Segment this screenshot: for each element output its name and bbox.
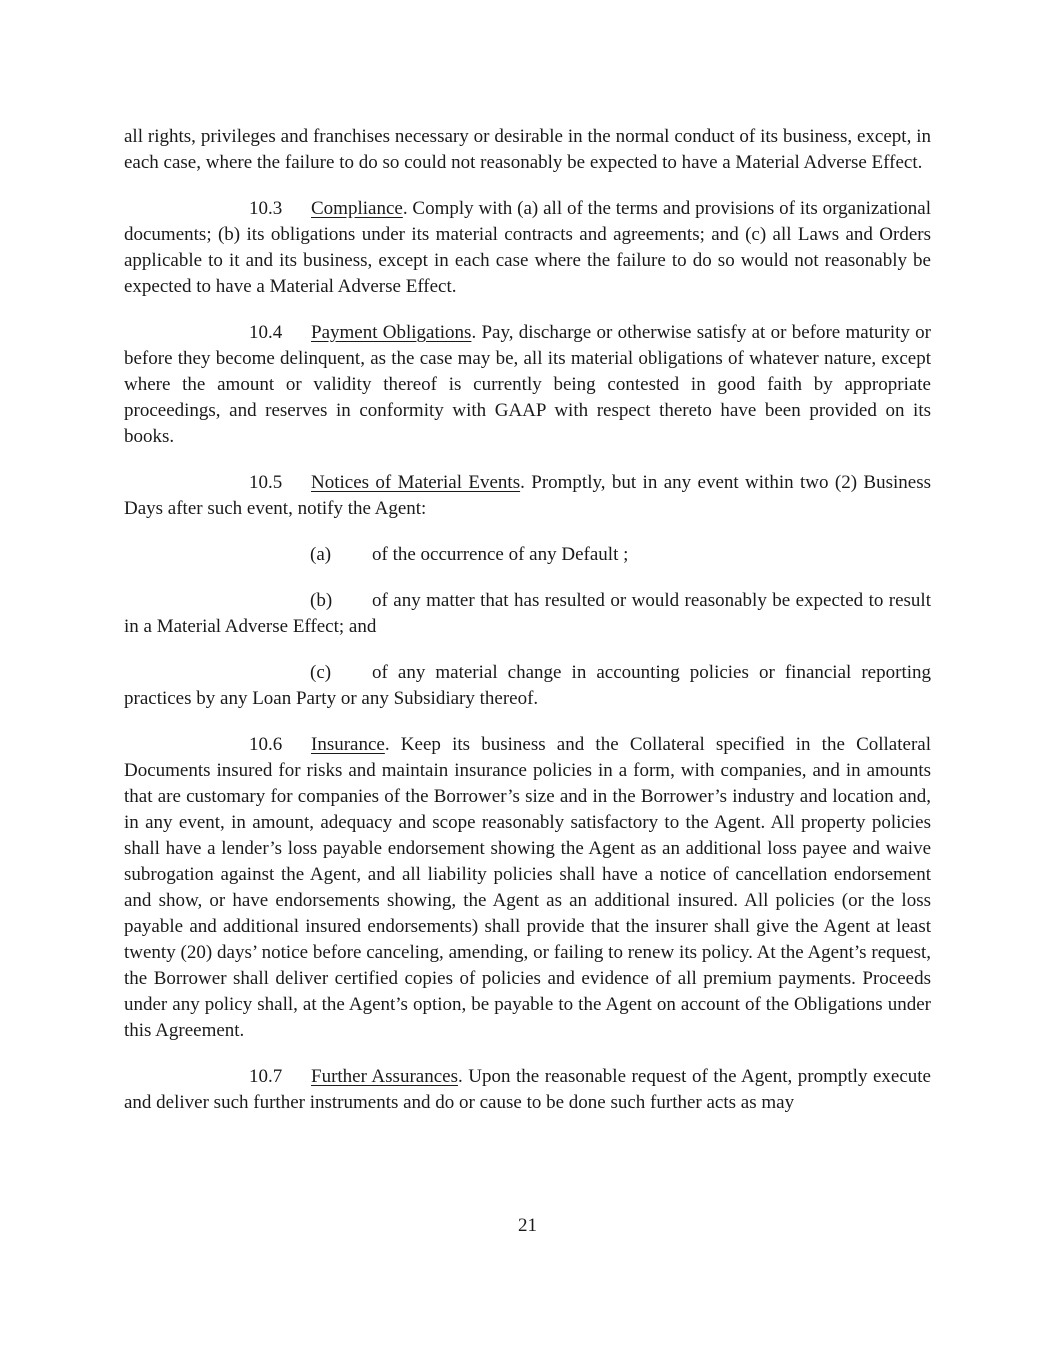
section-10-3 (124, 196, 931, 300)
section-10-4 (124, 320, 931, 450)
section-text: . Comply with (a) all of the terms and provisions of its organizational documents; (b) its obligations under its material contracts and agreements; and (c) all Laws and Orders applicable to it and its business, except in each case where the failure to do so would not reasonably be expected to have a Material Adverse Effect. (124, 198, 931, 297)
subsection-label: (b) (310, 590, 333, 611)
section-heading: Notices of Material Events (311, 472, 521, 493)
subsection-label: (c) (310, 662, 332, 683)
subsection-text: of the occurrence of any Default ; (372, 544, 629, 565)
section-heading: Insurance (311, 734, 385, 755)
subsection-label: (a) (310, 544, 332, 565)
document-page (124, 124, 931, 1116)
section-10-5 (124, 470, 931, 522)
page-number: 21 (518, 1215, 537, 1236)
section-number: 10.7 (249, 1066, 283, 1087)
subsection-c (124, 660, 931, 712)
subsection-text: of any material change in accounting policies or financial reporting practices by any Loan Party or any Subsidiary thereof. (124, 662, 931, 709)
section-heading: Compliance (311, 198, 403, 219)
subsection-a (124, 542, 931, 568)
section-heading: Payment Obligations (311, 322, 472, 343)
section-number: 10.5 (249, 472, 283, 493)
section-text: . Pay, discharge or otherwise satisfy at or before maturity or before they become delinquent, as the case may be, all its material obligations of whatever nature, except where the amount or validity thereof is currently being contested in good faith by appropriate proceedings, and reserves in conformity with GAAP with respect thereto have been provided on its books. (124, 322, 931, 447)
section-number: 10.4 (249, 322, 283, 343)
section-10-7 (124, 1064, 931, 1116)
section-number: 10.6 (249, 734, 283, 755)
section-text: . Upon the reasonable request of the Agent, promptly execute and deliver such further instruments and do or cause to be done such further acts as may (124, 1066, 931, 1113)
subsection-text: of any matter that has resulted or would reasonably be expected to result in a Material Adverse Effect; and (124, 590, 931, 637)
intro-paragraph: all rights, privileges and franchises necessary or desirable in the normal conduct of its business, except, in each case, where the failure to do so could not reasonably be expected to have a Material Adverse Effect. (124, 126, 931, 173)
section-10-6 (124, 732, 931, 1044)
section-number: 10.3 (249, 198, 283, 219)
section-heading: Further Assurances (311, 1066, 458, 1087)
subsection-b (124, 588, 931, 640)
section-text: . Keep its business and the Collateral specified in the Collateral Documents insured for risks and maintain insurance policies in a form, with companies, and in amounts that are customary for companies of the Borrower’s size and in the Borrower’s industry and location and, in any event, in amount, adequacy and scope reasonably satisfactory to the Agent. All property policies shall have a lender’s loss payable endorsement showing the Agent as an additional loss payee and waive subrogation against the Agent, and all liability policies shall have a notice of cancellation endorsement and show, or have endorsements showing, the Agent as an additional insured. All policies (or the loss payable and additional insured endorsements) shall provide that the insurer shall give the Agent at least twenty (20) days’ notice before canceling, amending, or failing to renew its policy. At the Agent’s request, the Borrower shall deliver certified copies of policies and evidence of all premium payments. Proceeds under any policy shall, at the Agent’s option, be payable to the Agent on account of the Obligations under this Agreement. (124, 734, 931, 1041)
section-text: . Promptly, but in any event within two (2) Business Days after such event, notify the Agent: (124, 472, 932, 519)
